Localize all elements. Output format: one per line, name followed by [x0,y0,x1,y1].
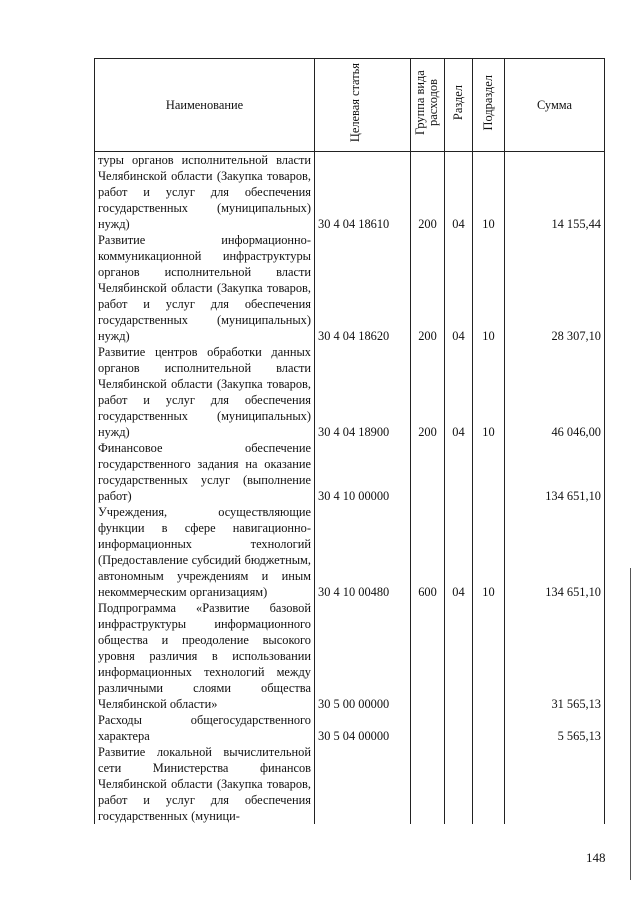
row-name: Расходы общегосударственного характера [95,712,315,744]
row-group: 200 [411,152,445,233]
header-name: Наименование [95,59,315,152]
table-row [95,152,605,233]
row-section: 04 [445,504,473,600]
row-section [445,600,473,712]
row-code: 30 5 00 00000 [315,600,411,712]
row-name: Развитие центров обработки данных органов исполнительной власти Челябинской области (Закупка товаров, работ и услуг для обеспечения государственных (муниципальных) нужд) [95,344,315,440]
row-code [315,744,411,824]
table-row [95,440,605,504]
row-subsection [473,712,505,744]
row-name: Подпрограмма «Развитие базовой инфраструктуры информационного общества и преодоление высокого уровня различия в использовании информационных технологий между различными слоями общества Челябинской области» [95,600,315,712]
row-group [411,712,445,744]
table-row [95,344,605,440]
row-amount [505,744,605,824]
row-code: 30 4 10 00480 [315,504,411,600]
row-code: 30 4 10 00000 [315,440,411,504]
row-group [411,744,445,824]
row-group: 600 [411,504,445,600]
row-subsection [473,600,505,712]
header-target-article: Целевая статья [315,59,411,152]
header-section: Раздел [445,59,473,152]
table-row [95,712,605,744]
row-group [411,440,445,504]
row-code: 30 4 04 18620 [315,232,411,344]
row-name: Финансовое обеспечение государственного задания на оказание государственных услуг (выполнение работ) [95,440,315,504]
row-section [445,744,473,824]
header-amount: Сумма [505,59,605,152]
scan-edge-line [630,568,631,880]
row-code: 30 5 04 00000 [315,712,411,744]
row-subsection: 10 [473,344,505,440]
table-row [95,232,605,344]
row-section [445,712,473,744]
budget-table [94,58,605,824]
row-amount: 46 046,00 [505,344,605,440]
row-name: Развитие информационно-коммуникационной инфраструктуры органов исполнительной власти Челябинской области (Закупка товаров, работ и услуг для обеспечения государственных (муниципальных) нужд) [95,232,315,344]
row-code: 30 4 04 18900 [315,344,411,440]
row-name: Учреждения, осуществляющие функции в сфере навигационно-информационных технологий (Предоставление субсидий бюджетным, автономным учреждениям и иным некоммерческим организациям) [95,504,315,600]
table-row [95,600,605,712]
header-expense-group: Группа вида расходов [411,59,445,152]
row-amount: 134 651,10 [505,440,605,504]
row-name: Развитие локальной вычислительной сети Министерства финансов Челябинской области (Закупка товаров, работ и услуг для обеспечения государственных (муници- [95,744,315,824]
row-subsection: 10 [473,232,505,344]
row-amount: 28 307,10 [505,232,605,344]
table-row [95,744,605,824]
page-number: 148 [586,850,606,865]
row-section [445,440,473,504]
row-amount: 134 651,10 [505,504,605,600]
row-group [411,600,445,712]
row-subsection [473,744,505,824]
header-subsection: Подраздел [473,59,505,152]
table-header-row [95,59,605,152]
row-subsection: 10 [473,504,505,600]
table-row [95,504,605,600]
row-section: 04 [445,152,473,233]
row-group: 200 [411,232,445,344]
row-amount: 31 565,13 [505,600,605,712]
row-section: 04 [445,344,473,440]
row-amount: 14 155,44 [505,152,605,233]
row-name: туры органов исполнительной власти Челябинской области (Закупка товаров, работ и услуг для обеспечения государственных (муниципальных) нужд) [95,152,315,233]
row-subsection: 10 [473,152,505,233]
row-section: 04 [445,232,473,344]
row-amount: 5 565,13 [505,712,605,744]
row-subsection [473,440,505,504]
row-group: 200 [411,344,445,440]
row-code: 30 4 04 18610 [315,152,411,233]
